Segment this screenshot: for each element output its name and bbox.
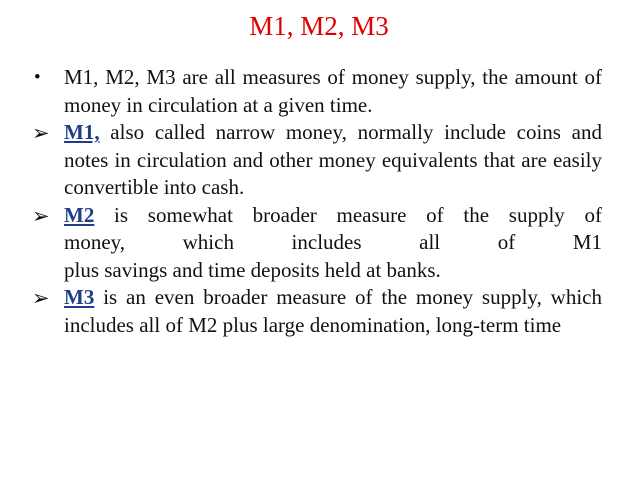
bullet-line-2: money, which includes all of M1	[64, 230, 602, 254]
slide-title: M1, M2, M3	[249, 11, 389, 41]
bullet-line-3: plus savings and time deposits held at banks.	[64, 257, 441, 282]
arrow-bullet-icon: ➢	[32, 203, 50, 228]
bullet-text: also called narrow money, normally include coins and notes in circulation and other money equivalents that are easily convertible into cash.	[64, 120, 602, 199]
bullet-dot-icon: •	[34, 67, 41, 88]
bullet-text: is an even broader measure of the money supply, which includes all of M2 plus large denomination, long-term time	[64, 285, 602, 337]
bullet-item-intro	[30, 64, 602, 119]
keyword-m2: M2	[64, 202, 95, 227]
bullet-item-m1	[30, 119, 602, 202]
arrow-bullet-icon: ➢	[32, 121, 50, 145]
keyword-m1: M1,	[64, 120, 100, 144]
bullet-list	[30, 64, 602, 339]
keyword-m3: M3	[64, 285, 95, 309]
bullet-text: M1, M2, M3 are all measures of money supply, the amount of money in circulation at a given time.	[64, 65, 602, 117]
bullet-text: is somewhat broader measure of the supply of	[94, 202, 602, 227]
bullet-item-m2	[30, 202, 602, 285]
bullet-item-m3	[30, 284, 602, 339]
bullet-line-1	[64, 202, 602, 230]
arrow-bullet-icon: ➢	[32, 286, 50, 310]
